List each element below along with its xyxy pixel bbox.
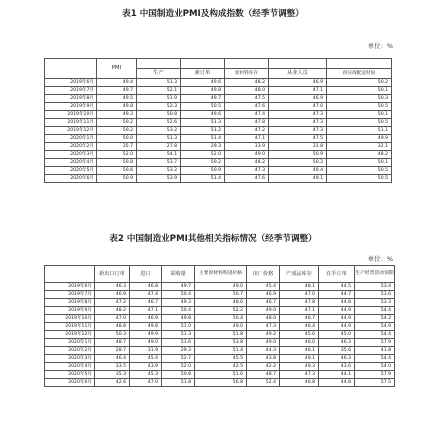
table2-value-cell: 45.5 (195, 355, 247, 363)
table2-value-cell: 51.0 (162, 323, 195, 331)
table1-value-cell: 49.3 (97, 111, 137, 119)
table1-value-cell: 47.6 (225, 103, 269, 111)
table1-month-cell: 2019年8月 (45, 95, 97, 103)
table2-value-cell: 44.7 (319, 291, 355, 299)
table1-value-cell: 51.1 (327, 127, 392, 135)
table1-value-cell: 46.9 (269, 79, 327, 87)
table2-value-cell: 49.7 (162, 283, 195, 291)
table1-value-cell: 53.9 (137, 175, 181, 183)
table2-value-cell: 42.6 (95, 379, 130, 387)
table1 (44, 58, 392, 183)
table1-value-cell: 48.2 (327, 151, 392, 159)
table2-value-cell: 54.9 (355, 323, 395, 331)
table1-value-cell: 50.8 (97, 159, 137, 167)
table1-value-cell: 47.0 (269, 103, 327, 111)
table1-value-cell: 54.1 (137, 151, 181, 159)
table1-month-cell: 2020年4月 (45, 159, 97, 167)
table2-month-cell: 2019年11月 (45, 323, 95, 331)
table1-header-cell: 生产 (137, 69, 181, 79)
table1-header-cell: PMI (97, 59, 137, 79)
table2-value-cell: 45.3 (130, 371, 162, 379)
table1-row (45, 175, 392, 183)
table2-value-cell: 49.3 (162, 299, 195, 307)
table1-header-cell: 从业人员 (269, 69, 327, 79)
table2-value-cell: 51.3 (162, 331, 195, 339)
table2-value-cell: 44.8 (319, 299, 355, 307)
table1-value-cell: 52.1 (137, 87, 181, 95)
table1-value-cell: 50.5 (327, 103, 392, 111)
table1-value-cell: 49.4 (97, 79, 137, 87)
table2-value-cell: 51.4 (195, 347, 247, 355)
table2-value-cell: 50.3 (95, 331, 130, 339)
table2-row (45, 331, 395, 339)
table1-value-cell: 51.4 (181, 175, 225, 183)
table2-value-cell: 45.0 (319, 331, 355, 339)
table1-value-cell: 51.2 (181, 127, 225, 135)
table1-header-cell: 新订单 (181, 69, 225, 79)
table1-value-cell: 47.1 (269, 87, 327, 95)
table2-value-cell: 45.6 (280, 331, 319, 339)
table2-value-cell: 28.7 (95, 347, 130, 355)
table2-value-cell: 46.7 (247, 299, 280, 307)
table2-value-cell: 44.9 (319, 315, 355, 323)
table2-value-cell: 50.4 (162, 307, 195, 315)
table2-value-cell: 44.1 (319, 371, 355, 379)
table2-value-cell: 54.4 (355, 331, 395, 339)
table1-value-cell: 50.6 (97, 167, 137, 175)
table1-month-cell: 2019年6月 (45, 79, 97, 87)
table2-month-cell: 2019年8月 (45, 299, 95, 307)
table1-value-cell: 50.5 (327, 119, 392, 127)
table2-row (45, 315, 395, 323)
table2-month-cell: 2019年10月 (45, 315, 95, 323)
table1-value-cell: 50.2 (181, 159, 225, 167)
table2-value-cell: 47.2 (95, 299, 130, 307)
table1-row (45, 119, 392, 127)
table2-value-cell: 57.5 (355, 379, 395, 387)
table2-row (45, 347, 395, 355)
table2-row (45, 339, 395, 347)
table1-row (45, 111, 392, 119)
table2-value-cell: 51.6 (162, 339, 195, 347)
table1-month-cell: 2020年2月 (45, 143, 97, 151)
table1-header-cell: 供应商配送时间 (327, 69, 392, 79)
table1-value-cell: 47.3 (269, 111, 327, 119)
table2-value-cell: 53.8 (195, 339, 247, 347)
table2-month-cell: 2020年2月 (45, 347, 95, 355)
table1-value-cell: 49.0 (225, 151, 269, 159)
table1-unit: 单位：% (367, 42, 393, 50)
table2-row (45, 379, 395, 387)
table1-value-cell: 50.9 (181, 167, 225, 175)
table2-value-cell: 33.5 (95, 363, 130, 371)
table1-value-cell: 50.9 (269, 151, 327, 159)
table1-value-cell: 48.2 (225, 159, 269, 167)
table2-value-cell: 49.0 (247, 307, 280, 315)
table1-value-cell: 50.5 (327, 175, 392, 183)
table2-month-cell: 2019年9月 (45, 307, 95, 315)
table1-value-cell: 50.1 (327, 111, 392, 119)
table1-value-cell: 50.5 (327, 167, 392, 175)
table2-value-cell: 47.1 (280, 307, 319, 315)
table2-month-cell: 2020年4月 (45, 363, 95, 371)
table2-value-cell: 41.8 (355, 347, 395, 355)
table2-value-cell: 46.3 (319, 339, 355, 347)
table1-value-cell: 48.2 (225, 79, 269, 87)
table1-value-cell: 48.0 (225, 87, 269, 95)
table1-value-cell: 51.3 (137, 135, 181, 143)
table2-value-cell: 48.2 (95, 307, 130, 315)
table2-value-cell: 46.1 (280, 347, 319, 355)
table2-value-cell: 43.9 (130, 363, 162, 371)
table1-value-cell: 50.9 (97, 175, 137, 183)
table1-row (45, 79, 392, 87)
table1-value-cell: 47.3 (269, 127, 327, 135)
table2-corner-cell (45, 266, 95, 283)
table1-value-cell: 52.6 (137, 119, 181, 127)
table2-header-cell: 出厂价格 (247, 266, 280, 283)
table1-value-cell: 50.2 (97, 127, 137, 135)
table2-value-cell: 48.7 (95, 339, 130, 347)
table2-month-cell: 2020年1月 (45, 339, 95, 347)
table2-row (45, 323, 395, 331)
table2-value-cell: 56.8 (195, 379, 247, 387)
table2-value-cell: 51.8 (162, 379, 195, 387)
table2-row (45, 291, 395, 299)
table2-month-cell: 2019年12月 (45, 331, 95, 339)
table1-value-cell: 51.9 (137, 95, 181, 103)
table1-month-cell: 2019年11月 (45, 119, 97, 127)
table2-title: 表2 中国制造业PMI其他相关指标情况（经季节调整） (109, 234, 317, 244)
table2-row (45, 371, 395, 379)
table2-value-cell: 49.2 (247, 331, 280, 339)
table2-value-cell: 54.2 (355, 315, 395, 323)
table1-value-cell: 51.3 (181, 119, 225, 127)
table1-value-cell: 49.7 (97, 87, 137, 95)
table2-header-cell: 主要原材料购进价格 (195, 266, 247, 283)
table2-value-cell: 48.0 (247, 315, 280, 323)
table2-value-cell: 46.0 (280, 339, 319, 347)
table2-value-cell: 44.9 (319, 307, 355, 315)
table2-value-cell: 48.6 (195, 299, 247, 307)
table1-value-cell: 50.2 (327, 79, 392, 87)
table1-value-cell: 52.3 (137, 103, 181, 111)
table2-row (45, 299, 395, 307)
table1-value-cell: 50.1 (327, 87, 392, 95)
table1-value-cell: 47.4 (225, 111, 269, 119)
table2-value-cell: 49.0 (247, 339, 280, 347)
table1-value-cell: 49.8 (181, 87, 225, 95)
table2-value-cell: 48.1 (280, 283, 319, 291)
table2-value-cell: 46.3 (319, 355, 355, 363)
table1-value-cell: 53.2 (137, 127, 181, 135)
table2-value-cell: 47.4 (130, 291, 162, 299)
table2-value-cell: 52.2 (195, 307, 247, 315)
table2-value-cell: 47.8 (280, 299, 319, 307)
table2-value-cell: 29.3 (162, 347, 195, 355)
table2-value-cell: 45.4 (247, 283, 280, 291)
table1-value-cell: 33.9 (225, 143, 269, 151)
table2-value-cell: 42.2 (247, 363, 280, 371)
table1-row (45, 127, 392, 135)
table2-value-cell: 46.9 (130, 315, 162, 323)
table2-header-cell: 采购量 (162, 266, 195, 283)
table2-header-cell: 在手订单 (319, 266, 355, 283)
table2-value-cell: 46.7 (280, 315, 319, 323)
table1-row (45, 159, 392, 167)
table2-value-cell: 31.9 (130, 347, 162, 355)
table1-value-cell: 49.8 (97, 103, 137, 111)
table1-value-cell: 50.3 (327, 95, 392, 103)
table2-value-cell: 43.8 (247, 355, 280, 363)
table2-month-cell: 2020年3月 (45, 355, 95, 363)
table2-value-cell: 49.8 (130, 323, 162, 331)
table2-month-cell: 2020年5月 (45, 371, 95, 379)
table2-value-cell: 49.3 (280, 363, 319, 371)
table1-value-cell: 47.6 (225, 175, 269, 183)
table2-month-cell: 2019年6月 (45, 283, 95, 291)
table1-value-cell: 49.1 (269, 175, 327, 183)
table1-month-cell: 2019年7月 (45, 87, 97, 95)
table1-corner-cell (45, 59, 97, 79)
table1-value-cell: 52.0 (181, 151, 225, 159)
table2-value-cell: 52.0 (162, 363, 195, 371)
table2-value-cell: 42.5 (195, 363, 247, 371)
table2-header-cell: 新出口订单 (95, 266, 130, 283)
table2-value-cell: 49.0 (195, 283, 247, 291)
table1-value-cell: 49.4 (269, 167, 327, 175)
table1-value-cell: 50.2 (97, 119, 137, 127)
table2-header-cell: 产成品库存 (280, 266, 319, 283)
table1-month-cell: 2019年12月 (45, 127, 97, 135)
table1-value-cell: 49.7 (181, 95, 225, 103)
table1-value-cell: 46.9 (269, 95, 327, 103)
table1-month-cell: 2019年10月 (45, 111, 97, 119)
table1-value-cell: 47.8 (225, 119, 269, 127)
table1-value-cell: 50.8 (137, 111, 181, 119)
table2-value-cell: 35.6 (319, 347, 355, 355)
table2-value-cell: 47.3 (247, 323, 280, 331)
table2-value-cell: 53.4 (355, 283, 395, 291)
table1-value-cell: 50.0 (97, 135, 137, 143)
table1-value-cell: 49.9 (327, 135, 392, 143)
table2-value-cell: 50.4 (195, 315, 247, 323)
table2-value-cell: 46.9 (247, 291, 280, 299)
table2-value-cell: 46.4 (95, 355, 130, 363)
table1-month-cell: 2020年1月 (45, 135, 97, 143)
table2-value-cell: 47.3 (280, 371, 319, 379)
table1-title: 表1 中国制造业PMI及构成指数（经季节调整） (122, 9, 304, 19)
table1-value-cell: 51.3 (137, 79, 181, 87)
table2 (44, 265, 395, 387)
table1-value-cell: 47.5 (225, 95, 269, 103)
table2-value-cell: 45.4 (130, 355, 162, 363)
table1-value-cell: 32.1 (327, 143, 392, 151)
table2-value-cell: 49.8 (162, 315, 195, 323)
table2-value-cell: 47.1 (130, 307, 162, 315)
table1-value-cell: 47.2 (225, 127, 269, 135)
table1-row (45, 87, 392, 95)
table2-value-cell: 53.3 (355, 299, 395, 307)
table1-month-cell: 2019年9月 (45, 103, 97, 111)
table1-value-cell: 53.7 (137, 159, 181, 167)
table2-value-cell: 46.4 (280, 323, 319, 331)
table2-value-cell: 48.7 (247, 371, 280, 379)
table1-value-cell: 47.3 (269, 119, 327, 127)
table1-value-cell: 51.4 (181, 135, 225, 143)
table1-header-cell: 原材料库存 (225, 69, 269, 79)
table2-value-cell: 54.0 (355, 363, 395, 371)
table1-value-cell: 50.1 (327, 159, 392, 167)
table2-value-cell: 46.8 (130, 283, 162, 291)
table2-value-cell: 48.8 (95, 323, 130, 331)
table1-row (45, 143, 392, 151)
table2-row (45, 283, 395, 291)
table1-month-cell: 2020年6月 (45, 175, 97, 183)
table1-value-cell: 53.2 (137, 167, 181, 175)
table1-row (45, 151, 392, 159)
table2-value-cell: 51.8 (195, 331, 247, 339)
table1-value-cell: 52.0 (97, 151, 137, 159)
table1-month-cell: 2020年5月 (45, 167, 97, 175)
table2-unit: 单位：% (367, 255, 393, 263)
table2-value-cell: 57.9 (355, 339, 395, 347)
table1-value-cell: 49.5 (97, 95, 137, 103)
table2-value-cell: 46.3 (95, 283, 130, 291)
table2-value-cell: 50.8 (162, 371, 195, 379)
table1-row (45, 135, 392, 143)
table2-month-cell: 2020年6月 (45, 379, 95, 387)
table1-value-cell: 47.1 (225, 135, 269, 143)
table2-value-cell: 47.0 (130, 379, 162, 387)
table2-value-cell: 51.6 (195, 371, 247, 379)
table2-value-cell: 54.4 (355, 307, 395, 315)
table1-value-cell: 50.5 (181, 103, 225, 111)
table1-month-cell: 2020年3月 (45, 151, 97, 159)
table1-value-cell: 49.6 (181, 79, 225, 87)
table2-header-cell: 进口 (130, 266, 162, 283)
table1-value-cell: 47.5 (269, 135, 327, 143)
table2-row (45, 307, 395, 315)
table2-header-cell: 生产经营活动预期 (355, 266, 395, 283)
table2-value-cell: 47.0 (280, 291, 319, 299)
table2-value-cell: 49.0 (130, 339, 162, 347)
table1-row (45, 167, 392, 175)
table2-value-cell: 52.7 (162, 355, 195, 363)
table1-row (45, 103, 392, 111)
table2-value-cell: 44.5 (319, 283, 355, 291)
table2-value-cell: 44.3 (247, 347, 280, 355)
table2-value-cell: 47.0 (95, 315, 130, 323)
table2-value-cell: 54.4 (355, 355, 395, 363)
table1-value-cell: 50.2 (269, 159, 327, 167)
table1-value-cell: 47.3 (225, 167, 269, 175)
table1-value-cell: 27.8 (137, 143, 181, 151)
table2-value-cell: 49.0 (195, 323, 247, 331)
table2-month-cell: 2019年7月 (45, 291, 95, 299)
table2-value-cell: 43.6 (319, 363, 355, 371)
table2-value-cell: 49.1 (280, 355, 319, 363)
table2-value-cell: 57.9 (355, 371, 395, 379)
table2-value-cell: 52.4 (247, 379, 280, 387)
table2-value-cell: 53.6 (355, 291, 395, 299)
table2-value-cell: 44.9 (319, 323, 355, 331)
table2-value-cell: 49.9 (130, 331, 162, 339)
table1-row (45, 95, 392, 103)
table2-value-cell: 46.9 (95, 291, 130, 299)
table2-value-cell: 50.4 (162, 291, 195, 299)
table2-value-cell: 50.7 (195, 291, 247, 299)
table1-value-cell: 49.6 (181, 111, 225, 119)
table2-row (45, 355, 395, 363)
table2-value-cell: 44.8 (319, 379, 355, 387)
table1-value-cell: 31.8 (269, 143, 327, 151)
table2-value-cell: 46.7 (130, 299, 162, 307)
table2-row (45, 363, 395, 371)
table2-value-cell: 35.3 (95, 371, 130, 379)
table1-value-cell: 35.7 (97, 143, 137, 151)
table1-value-cell: 29.3 (181, 143, 225, 151)
table2-value-cell: 46.8 (280, 379, 319, 387)
